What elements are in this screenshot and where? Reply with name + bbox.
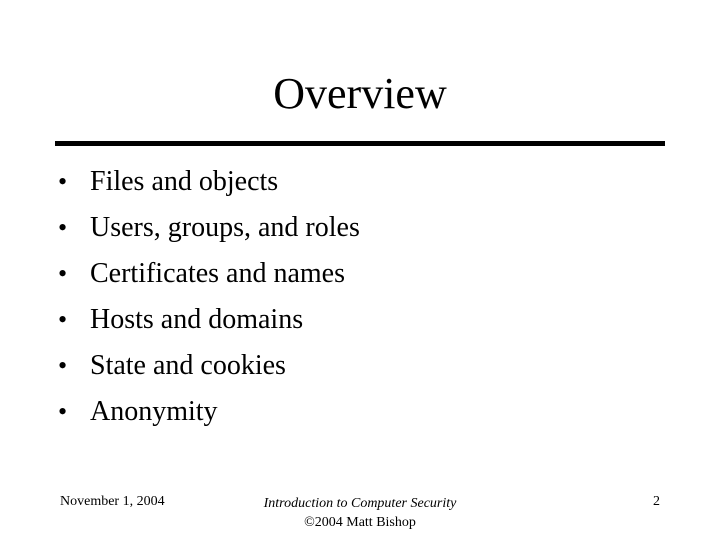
bullet-marker: • <box>58 305 68 334</box>
bullet-item <box>58 251 360 297</box>
bullet-list <box>58 159 360 435</box>
bullet-item <box>58 205 360 251</box>
bullet-marker: • <box>58 213 68 242</box>
bullet-text: Certificates and names <box>90 258 346 289</box>
bullet-marker: • <box>58 167 68 196</box>
footer-center <box>200 494 520 532</box>
title-divider <box>55 141 665 146</box>
page-number: 2 <box>653 494 660 509</box>
bullet-text: Anonymity <box>90 396 218 427</box>
bullet-text: Hosts and domains <box>90 304 304 335</box>
bullet-item <box>58 389 360 435</box>
bullet-text: Users, groups, and roles <box>90 212 360 243</box>
bullet-item <box>58 159 360 205</box>
bullet-marker: • <box>58 351 68 380</box>
bullet-marker: • <box>58 397 68 426</box>
bullet-item <box>58 297 360 343</box>
bullet-item <box>58 343 360 389</box>
footer-date: November 1, 2004 <box>60 494 165 509</box>
bullet-text: Files and objects <box>90 166 279 197</box>
bullet-marker: • <box>58 259 68 288</box>
footer-copyright: ©2004 Matt Bishop <box>304 515 416 530</box>
footer-course-title: Introduction to Computer Security <box>263 496 457 511</box>
bullet-text: State and cookies <box>90 350 286 381</box>
slide-title: Overview <box>273 69 447 118</box>
